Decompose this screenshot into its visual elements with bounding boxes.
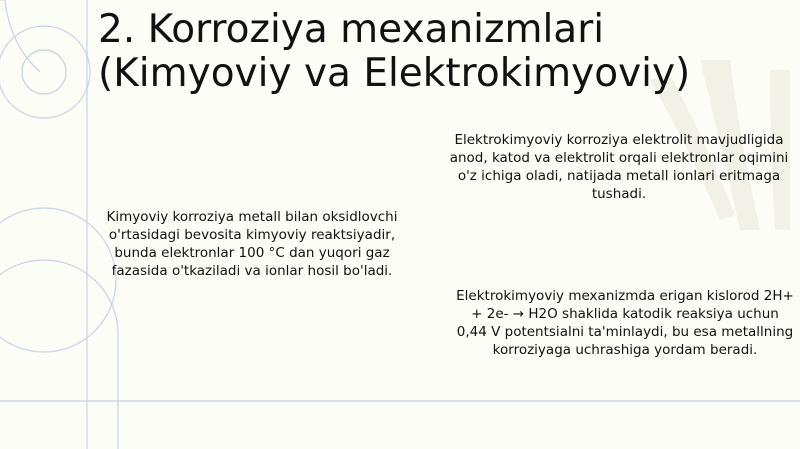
bottom-arch <box>0 260 118 449</box>
title-line-2: (Kimyoviy va Elektrokimyoviy) <box>98 51 691 96</box>
electrochemical-mechanism-text: Elektrokimyoviy mexanizmda erigan kislorod 2H+ + 2e- → H2O shaklida katodik reaksiya uchun 0,44 V potentsialni ta'minlaydi, bu esa metallning korroziyaga uchrashiga yordam beradi. <box>456 288 794 358</box>
small-circle <box>22 50 66 94</box>
electrochemical-corrosion-text: Elektrokimyoviy korroziya elektrolit mavjudligida anod, katod va elektrolit orqali elektronlar oqimini o'z ichiga oladi, natijada metall ionlari eritmaga tushadi. <box>449 132 789 202</box>
slide-title <box>98 8 788 96</box>
top-arc <box>0 0 40 72</box>
large-circle <box>0 26 90 118</box>
title-line-1: 2. Korroziya mexanizmlari <box>98 7 605 52</box>
chemical-corrosion-text: Kimyoviy korroziya metall bilan oksidlovchi o'rtasidagi bevosita kimyoviy reaktsiyadir, bunda elektronlar 100 °C dan yuqori gaz fazasida o'tkaziladi va ionlar hosil bo'ladi. <box>106 209 398 279</box>
